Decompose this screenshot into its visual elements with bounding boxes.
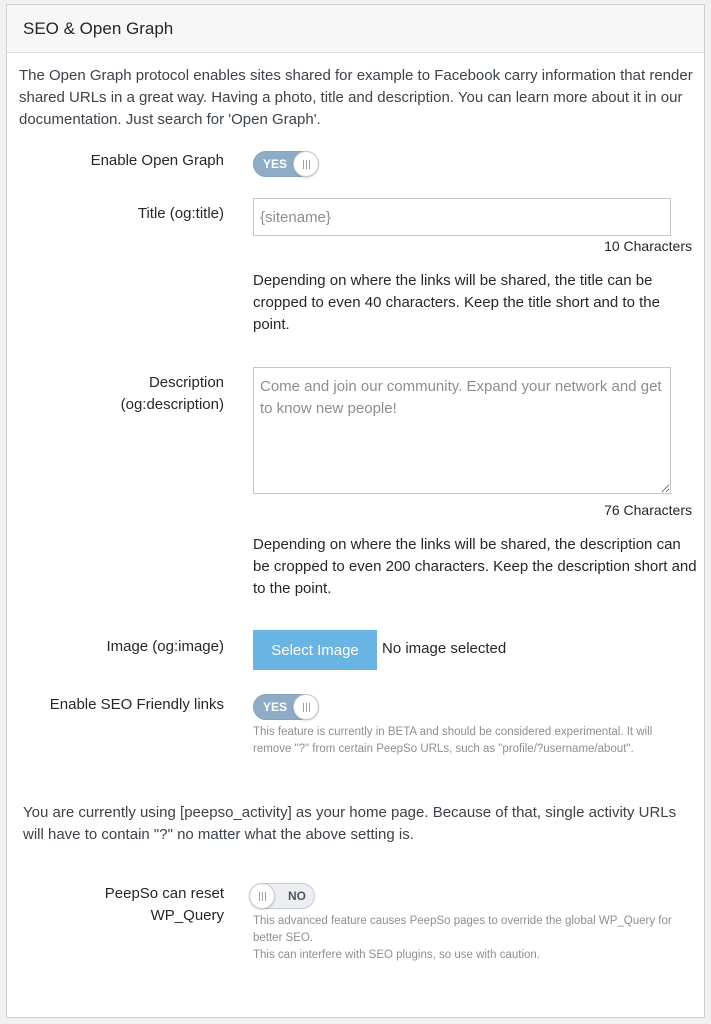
og-title-counter: 10 Characters (604, 238, 692, 254)
og-title-help: Depending on where the links will be shared, the title can be cropped to even 40 characters. Keep the title short and to the point. (253, 272, 660, 333)
og-description-counter: 76 Characters (604, 502, 692, 518)
enable-og-toggle[interactable] (253, 151, 319, 177)
panel-title: SEO & Open Graph (23, 18, 174, 38)
reset-query-help (253, 913, 693, 964)
og-description-help: Depending on where the links will be shared, the description can be cropped to even 200 characters. Keep the description short and to the point. (253, 536, 697, 597)
seo-links-toggle[interactable] (253, 694, 319, 720)
toggle-state: YES (263, 700, 288, 714)
grip-icon (293, 694, 319, 720)
intro-text: The Open Graph protocol enables sites shared for example to Facebook carry information that render shared URLs in a great way. Having a photo, title and description. You can learn more about it in our documentation. Just search for 'Open Graph'. (19, 67, 693, 128)
grip-icon (293, 151, 319, 177)
reset-query-label-line1: PeepSo can reset (104, 885, 224, 902)
og-description-label (121, 372, 224, 416)
og-description-label-line2: (og:description) (120, 396, 224, 413)
seo-open-graph-panel (6, 4, 705, 1018)
reset-query-label-line2: WP_Query (150, 907, 224, 924)
og-title-label: Title (og:title) (137, 205, 224, 222)
reset-query-toggle[interactable] (249, 883, 315, 909)
toggle-state: NO (288, 889, 306, 903)
og-description-label-line1: Description (148, 374, 224, 391)
seo-links-help: This feature is currently in BETA and should be considered experimental. It will remove "?" from certain PeepSo URLs, such as "profile/?username/about". (253, 726, 653, 755)
seo-links-label: Enable SEO Friendly links (49, 696, 224, 713)
home-page-notice: You are currently using [peepso_activity] as your home page. Because of that, single activity URLs will have to contain "?" no matter what the above setting is. (23, 804, 677, 843)
grip-icon (249, 883, 275, 909)
og-title-input[interactable] (253, 198, 671, 236)
select-image-button[interactable]: Select Image (253, 630, 377, 670)
toggle-state: YES (263, 157, 288, 171)
enable-og-label: Enable Open Graph (90, 152, 224, 169)
reset-query-help-line1: This advanced feature causes PeepSo pages to override the global WP_Query for better SEO. (253, 915, 672, 944)
image-status: No image selected (382, 640, 507, 657)
reset-query-help-line2: This can interfere with SEO plugins, so use with caution. (253, 949, 541, 961)
panel-header (7, 5, 704, 53)
og-description-textarea[interactable] (253, 367, 671, 494)
reset-query-label (105, 883, 224, 927)
og-image-label: Image (og:image) (106, 638, 224, 655)
